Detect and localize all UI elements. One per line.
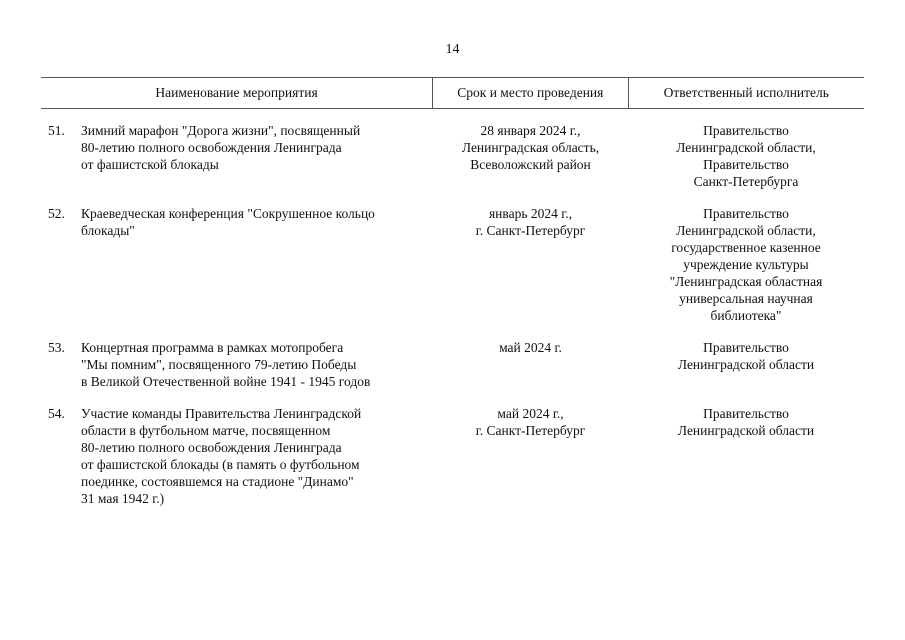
column-header-name: Наименование мероприятия	[155, 85, 318, 100]
event-executor-line: "Ленинградская областная	[669, 274, 823, 289]
event-executor-line: библиотека"	[710, 308, 782, 323]
row-number: 51.	[48, 123, 65, 138]
event-executor-line: Правительство	[703, 206, 789, 221]
event-term-line: Ленинградская область,	[461, 140, 600, 155]
table-header	[41, 77, 864, 109]
event-term-line: г. Санкт-Петербург	[475, 223, 586, 238]
event-executor-line: государственное казенное	[671, 240, 821, 255]
event-executor-line: Ленинградской области,	[676, 140, 816, 155]
event-name-line: "Мы помним", посвященного 79-летию Победы	[81, 357, 357, 372]
event-term-line: январь 2024 г.,	[488, 206, 573, 221]
table-row	[41, 339, 864, 390]
row-number: 54.	[48, 406, 65, 421]
event-name-line: 80-летию полного освобождения Ленинграда	[81, 440, 342, 455]
event-name-line: Краеведческая конференция "Сокрушенное кольцо	[81, 206, 375, 221]
event-executor-line: Ленинградской области	[677, 357, 815, 372]
event-name	[81, 205, 433, 324]
event-term-line: май 2024 г.,	[497, 406, 564, 421]
event-executor-line: универсальная научная	[679, 291, 813, 306]
event-executor-line: учреждение культуры	[683, 257, 809, 272]
page-number: 14	[445, 42, 460, 57]
event-term-line: г. Санкт-Петербург	[475, 423, 586, 438]
event-name-line: от фашистской блокады (в память о футбольном	[81, 457, 360, 472]
table-body	[41, 122, 864, 522]
event-name-line: блокады"	[81, 223, 135, 238]
event-name	[81, 122, 433, 190]
column-header-term: Срок и место проведения	[432, 78, 629, 108]
event-executor-line: Санкт-Петербурга	[693, 174, 799, 189]
event-executor-line: Ленинградской области	[677, 423, 815, 438]
event-term-line: май 2024 г.	[499, 340, 562, 355]
event-name	[81, 339, 433, 390]
event-name-line: области в футбольном матче, посвященном	[81, 423, 331, 438]
row-number: 52.	[48, 206, 65, 221]
event-executor-line: Правительство	[703, 123, 789, 138]
table-row	[41, 205, 864, 324]
event-term	[433, 122, 628, 190]
event-name	[81, 405, 433, 507]
event-term	[433, 405, 628, 507]
event-executor-line: Правительство	[703, 406, 789, 421]
event-name-line: в Великой Отечественной войне 1941 - 1945 годов	[81, 374, 371, 389]
table-row	[41, 122, 864, 190]
event-name-line: Участие команды Правительства Ленинградской	[81, 406, 362, 421]
event-executor	[628, 405, 864, 507]
event-term	[433, 205, 628, 324]
event-name-line: 80-летию полного освобождения Ленинграда	[81, 140, 342, 155]
event-term	[433, 339, 628, 390]
event-name-line: поединке, состоявшемся на стадионе "Динамо"	[81, 474, 354, 489]
event-executor-line: Правительство	[703, 340, 789, 355]
event-name-line: от фашистской блокады	[81, 157, 219, 172]
event-executor-line: Ленинградской области,	[676, 223, 816, 238]
row-number: 53.	[48, 340, 65, 355]
event-name-line: 31 мая 1942 г.)	[81, 491, 165, 506]
event-term-line: Всеволожский район	[470, 157, 591, 172]
event-executor	[628, 339, 864, 390]
event-executor	[628, 205, 864, 324]
event-executor	[628, 122, 864, 190]
column-header-executor: Ответственный исполнитель	[663, 85, 829, 100]
event-name-line: Концертная программа в рамках мотопробега	[81, 340, 344, 355]
event-name-line: Зимний марафон "Дорога жизни", посвященный	[81, 123, 361, 138]
event-executor-line: Правительство	[703, 157, 789, 172]
table-row	[41, 405, 864, 507]
event-term-line: 28 января 2024 г.,	[480, 123, 581, 138]
